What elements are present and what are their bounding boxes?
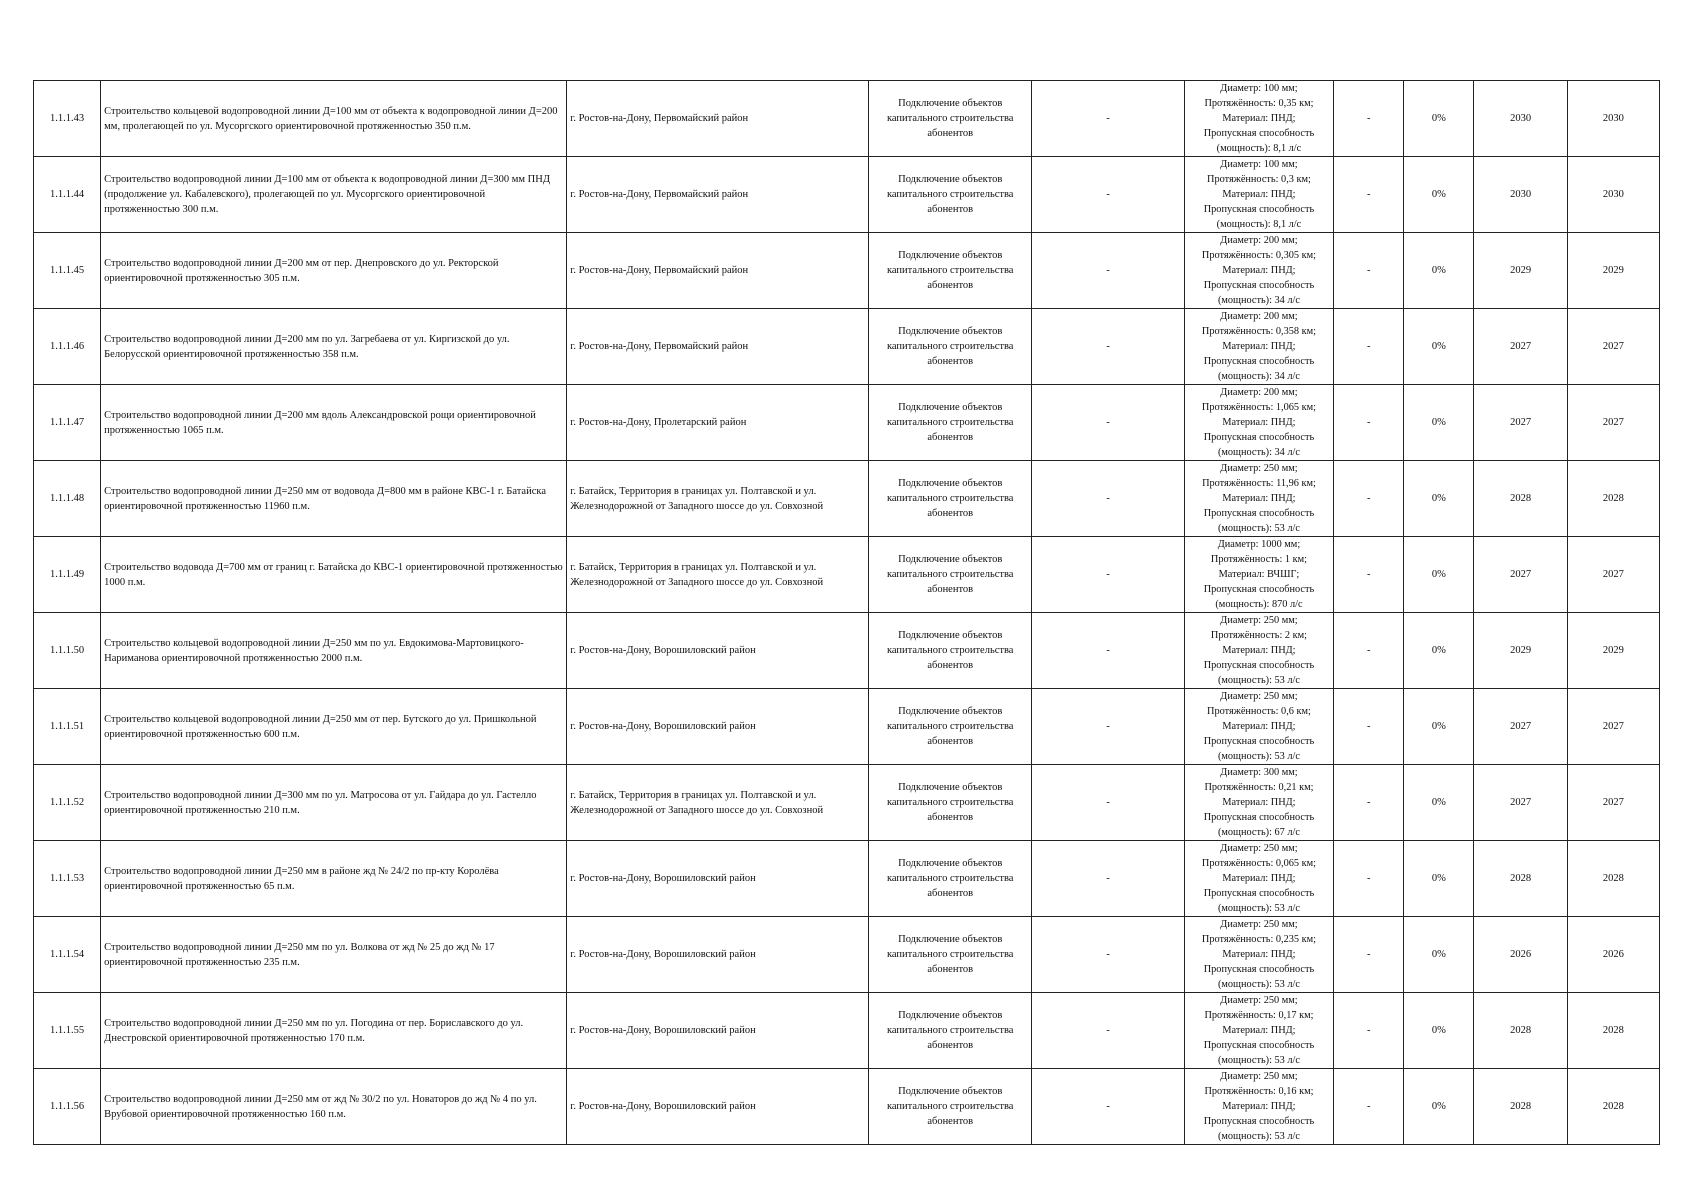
table-row: [34, 157, 1660, 233]
cell-dash-1: -: [1032, 233, 1184, 309]
cell-location: г. Батайск, Территория в границах ул. Полтавской и ул. Железнодорожной от Западного шоссе до ул. Совхозной: [567, 461, 869, 537]
parameter-line: (мощность): 53 л/с: [1217, 903, 1300, 914]
cell-end-year: 2027: [1567, 689, 1659, 765]
parameter-line: (мощность): 53 л/с: [1217, 1055, 1300, 1066]
cell-purpose: Подключение объектов капитального строительства абонентов: [869, 765, 1032, 841]
parameter-line: (мощность): 53 л/с: [1217, 751, 1300, 762]
cell-location: г. Батайск, Территория в границах ул. Полтавской и ул. Железнодорожной от Западного шоссе до ул. Совхозной: [567, 765, 869, 841]
cell-number: 1.1.1.47: [34, 385, 101, 461]
cell-dash-1: -: [1032, 613, 1184, 689]
parameter-line: (мощность): 53 л/с: [1217, 979, 1300, 990]
parameter-line: Протяжённость: 0,065 км;: [1201, 858, 1317, 869]
parameter-line: Протяжённость: 1 км;: [1210, 554, 1308, 565]
cell-end-year: 2027: [1567, 309, 1659, 385]
parameter-line: Диаметр: 250 мм;: [1220, 1071, 1298, 1082]
parameter-line: Пропускная способность: [1203, 432, 1315, 443]
cell-end-year: 2028: [1567, 461, 1659, 537]
table-row: [34, 233, 1660, 309]
table-row: [34, 1069, 1660, 1145]
cell-description: Строительство водопроводной линии Д=250 мм по ул. Погодина от пер. Бориславского до ул. Днестровской ориентировочной протяженностью 170 п.м.: [101, 993, 567, 1069]
parameter-line: Пропускная способность: [1203, 812, 1315, 823]
parameter-line: (мощность): 34 л/с: [1217, 371, 1300, 382]
cell-description: Строительство водопроводной линии Д=200 мм от пер. Днепровского до ул. Ректорской ориентировочной протяженностью 305 п.м.: [101, 233, 567, 309]
cell-start-year: 2029: [1474, 613, 1567, 689]
cell-end-year: 2028: [1567, 841, 1659, 917]
cell-percent: 0%: [1404, 157, 1474, 233]
parameter-line: Материал: ВЧШГ;: [1218, 569, 1300, 580]
parameter-line: Материал: ПНД;: [1222, 113, 1296, 124]
cell-purpose: Подключение объектов капитального строительства абонентов: [869, 841, 1032, 917]
cell-parameters: [1184, 385, 1333, 461]
cell-location: г. Ростов-на-Дону, Ворошиловский район: [567, 689, 869, 765]
cell-dash-2: -: [1334, 157, 1404, 233]
cell-start-year: 2027: [1474, 689, 1567, 765]
cell-description: Строительство водопроводной линии Д=250 мм в районе жд № 24/2 по пр-кту Королёва ориентировочной протяженностью 65 п.м.: [101, 841, 567, 917]
table-row: [34, 461, 1660, 537]
table-row: [34, 81, 1660, 157]
cell-percent: 0%: [1404, 841, 1474, 917]
cell-purpose: Подключение объектов капитального строительства абонентов: [869, 689, 1032, 765]
cell-number: 1.1.1.54: [34, 917, 101, 993]
projects-table: [33, 80, 1660, 1145]
cell-start-year: 2027: [1474, 385, 1567, 461]
cell-location: г. Ростов-на-Дону, Ворошиловский район: [567, 613, 869, 689]
table-row: [34, 765, 1660, 841]
parameter-line: Материал: ПНД;: [1222, 721, 1296, 732]
parameter-line: Протяжённость: 0,21 км;: [1204, 782, 1314, 793]
cell-start-year: 2027: [1474, 537, 1567, 613]
cell-parameters: [1184, 233, 1333, 309]
cell-purpose: Подключение объектов капитального строительства абонентов: [869, 81, 1032, 157]
table-body: [34, 81, 1660, 1145]
cell-number: 1.1.1.43: [34, 81, 101, 157]
cell-purpose: Подключение объектов капитального строительства абонентов: [869, 993, 1032, 1069]
cell-description: Строительство водовода Д=700 мм от границ г. Батайска до КВС-1 ориентировочной протяженностью 1000 п.м.: [101, 537, 567, 613]
cell-parameters: [1184, 765, 1333, 841]
cell-purpose: Подключение объектов капитального строительства абонентов: [869, 309, 1032, 385]
cell-purpose: Подключение объектов капитального строительства абонентов: [869, 233, 1032, 309]
parameter-line: Диаметр: 250 мм;: [1220, 615, 1298, 626]
cell-purpose: Подключение объектов капитального строительства абонентов: [869, 461, 1032, 537]
cell-location: г. Ростов-на-Дону, Ворошиловский район: [567, 993, 869, 1069]
cell-number: 1.1.1.53: [34, 841, 101, 917]
cell-start-year: 2028: [1474, 461, 1567, 537]
parameter-line: Пропускная способность: [1203, 508, 1315, 519]
cell-percent: 0%: [1404, 537, 1474, 613]
cell-dash-1: -: [1032, 841, 1184, 917]
table-row: [34, 309, 1660, 385]
cell-dash-2: -: [1334, 689, 1404, 765]
parameter-line: Пропускная способность: [1203, 128, 1315, 139]
parameter-line: (мощность): 34 л/с: [1217, 295, 1300, 306]
cell-dash-1: -: [1032, 157, 1184, 233]
cell-parameters: [1184, 309, 1333, 385]
cell-dash-1: -: [1032, 689, 1184, 765]
parameter-line: Протяжённость: 11,96 км;: [1202, 478, 1316, 489]
cell-location: г. Ростов-на-Дону, Ворошиловский район: [567, 841, 869, 917]
table-row: [34, 689, 1660, 765]
cell-number: 1.1.1.56: [34, 1069, 101, 1145]
cell-parameters: [1184, 689, 1333, 765]
cell-description: Строительство водопроводной линии Д=200 мм по ул. Загребаева от ул. Киргизской до ул. Белорусской ориентировочной протяженностью 358 п.м.: [101, 309, 567, 385]
parameter-line: Материал: ПНД;: [1222, 873, 1296, 884]
cell-dash-1: -: [1032, 917, 1184, 993]
cell-description: Строительство кольцевой водопроводной линии Д=100 мм от объекта к водопроводной линии Д=200 мм, пролегающей по ул. Мусоргского ориентировочной протяженностью 350 п.м.: [101, 81, 567, 157]
parameter-line: Диаметр: 200 мм;: [1220, 387, 1298, 398]
parameter-line: Диаметр: 250 мм;: [1220, 919, 1298, 930]
parameter-line: Диаметр: 100 мм;: [1220, 159, 1298, 170]
cell-location: г. Ростов-на-Дону, Первомайский район: [567, 233, 869, 309]
cell-number: 1.1.1.49: [34, 537, 101, 613]
cell-dash-1: -: [1032, 1069, 1184, 1145]
parameter-line: (мощность): 8,1 л/с: [1216, 219, 1302, 230]
parameter-line: Пропускная способность: [1203, 1040, 1315, 1051]
parameter-line: (мощность): 53 л/с: [1217, 1131, 1300, 1142]
parameter-line: Протяжённость: 0,3 км;: [1207, 174, 1311, 185]
table-row: [34, 993, 1660, 1069]
parameter-line: Пропускная способность: [1203, 356, 1315, 367]
cell-location: г. Ростов-на-Дону, Ворошиловский район: [567, 917, 869, 993]
parameter-line: Протяжённость: 1,065 км;: [1201, 402, 1317, 413]
cell-purpose: Подключение объектов капитального строительства абонентов: [869, 157, 1032, 233]
cell-description: Строительство кольцевой водопроводной линии Д=250 мм по ул. Евдокимова-Мартовицкого-Нариманова ориентировочной протяженностью 2000 п.м.: [101, 613, 567, 689]
cell-parameters: [1184, 841, 1333, 917]
cell-dash-1: -: [1032, 461, 1184, 537]
cell-percent: 0%: [1404, 233, 1474, 309]
cell-dash-2: -: [1334, 385, 1404, 461]
cell-percent: 0%: [1404, 461, 1474, 537]
parameter-line: Пропускная способность: [1203, 280, 1315, 291]
parameter-line: Пропускная способность: [1203, 736, 1315, 747]
parameter-line: Протяжённость: 0,17 км;: [1204, 1010, 1314, 1021]
cell-percent: 0%: [1404, 765, 1474, 841]
cell-dash-1: -: [1032, 765, 1184, 841]
cell-number: 1.1.1.55: [34, 993, 101, 1069]
cell-dash-2: -: [1334, 613, 1404, 689]
cell-dash-2: -: [1334, 841, 1404, 917]
cell-start-year: 2028: [1474, 841, 1567, 917]
parameter-line: Материал: ПНД;: [1222, 189, 1296, 200]
table-row: [34, 385, 1660, 461]
cell-percent: 0%: [1404, 385, 1474, 461]
cell-purpose: Подключение объектов капитального строительства абонентов: [869, 385, 1032, 461]
cell-number: 1.1.1.50: [34, 613, 101, 689]
cell-parameters: [1184, 917, 1333, 993]
parameter-line: Материал: ПНД;: [1222, 949, 1296, 960]
cell-percent: 0%: [1404, 917, 1474, 993]
parameter-line: Пропускная способность: [1203, 204, 1315, 215]
parameter-line: Протяжённость: 0,358 км;: [1201, 326, 1317, 337]
cell-percent: 0%: [1404, 993, 1474, 1069]
parameter-line: Протяжённость: 0,35 км;: [1204, 98, 1314, 109]
parameter-line: Материал: ПНД;: [1222, 417, 1296, 428]
parameter-line: Протяжённость: 0,6 км;: [1207, 706, 1311, 717]
cell-dash-1: -: [1032, 81, 1184, 157]
cell-purpose: Подключение объектов капитального строительства абонентов: [869, 613, 1032, 689]
parameter-line: Материал: ПНД;: [1222, 341, 1296, 352]
table-row: [34, 841, 1660, 917]
cell-description: Строительство водопроводной линии Д=250 мм от водовода Д=800 мм в районе КВС-1 г. Батайска ориентировочной протяженностью 11960 п.м.: [101, 461, 567, 537]
parameter-line: Материал: ПНД;: [1222, 493, 1296, 504]
cell-end-year: 2027: [1567, 537, 1659, 613]
parameter-line: Материал: ПНД;: [1222, 1025, 1296, 1036]
table-row: [34, 613, 1660, 689]
parameter-line: Протяжённость: 0,305 км;: [1201, 250, 1317, 261]
cell-location: г. Ростов-на-Дону, Первомайский район: [567, 81, 869, 157]
cell-dash-1: -: [1032, 993, 1184, 1069]
parameter-line: Пропускная способность: [1203, 1116, 1315, 1127]
table-row: [34, 917, 1660, 993]
parameter-line: Диаметр: 100 мм;: [1220, 83, 1298, 94]
cell-location: г. Батайск, Территория в границах ул. Полтавской и ул. Железнодорожной от Западного шоссе до ул. Совхозной: [567, 537, 869, 613]
cell-purpose: Подключение объектов капитального строительства абонентов: [869, 1069, 1032, 1145]
parameter-line: Протяжённость: 0,235 км;: [1201, 934, 1317, 945]
cell-end-year: 2027: [1567, 765, 1659, 841]
cell-parameters: [1184, 461, 1333, 537]
cell-dash-2: -: [1334, 1069, 1404, 1145]
cell-dash-2: -: [1334, 461, 1404, 537]
parameter-line: Пропускная способность: [1203, 584, 1315, 595]
cell-percent: 0%: [1404, 1069, 1474, 1145]
parameter-line: Диаметр: 250 мм;: [1220, 843, 1298, 854]
cell-location: г. Ростов-на-Дону, Ворошиловский район: [567, 1069, 869, 1145]
cell-dash-1: -: [1032, 385, 1184, 461]
cell-parameters: [1184, 1069, 1333, 1145]
parameter-line: Протяжённость: 0,16 км;: [1204, 1086, 1314, 1097]
parameter-line: Диаметр: 200 мм;: [1220, 311, 1298, 322]
cell-percent: 0%: [1404, 81, 1474, 157]
cell-dash-2: -: [1334, 917, 1404, 993]
cell-dash-2: -: [1334, 537, 1404, 613]
parameter-line: (мощность): 870 л/с: [1215, 599, 1303, 610]
cell-end-year: 2030: [1567, 157, 1659, 233]
cell-purpose: Подключение объектов капитального строительства абонентов: [869, 917, 1032, 993]
cell-number: 1.1.1.45: [34, 233, 101, 309]
cell-number: 1.1.1.52: [34, 765, 101, 841]
cell-start-year: 2028: [1474, 993, 1567, 1069]
table-row: [34, 537, 1660, 613]
cell-end-year: 2027: [1567, 385, 1659, 461]
cell-description: Строительство водопроводной линии Д=250 мм по ул. Волкова от жд № 25 до жд № 17 ориентировочной протяженностью 235 п.м.: [101, 917, 567, 993]
cell-dash-2: -: [1334, 309, 1404, 385]
parameter-line: Диаметр: 250 мм;: [1220, 463, 1298, 474]
cell-location: г. Ростов-на-Дону, Первомайский район: [567, 309, 869, 385]
cell-description: Строительство водопроводной линии Д=100 мм от объекта к водопроводной линии Д=300 мм ПНД (продолжение ул. Кабалевского), пролегающей по ул. Мусоргского ориентировочной протяженностью 300 п.м.: [101, 157, 567, 233]
cell-dash-2: -: [1334, 765, 1404, 841]
cell-number: 1.1.1.48: [34, 461, 101, 537]
cell-description: Строительство водопроводной линии Д=250 мм от жд № 30/2 по ул. Новаторов до жд № 4 по ул. Врубовой ориентировочной протяженностью 160 п.м.: [101, 1069, 567, 1145]
cell-end-year: 2029: [1567, 233, 1659, 309]
parameter-line: (мощность): 53 л/с: [1217, 675, 1300, 686]
cell-end-year: 2030: [1567, 81, 1659, 157]
cell-dash-2: -: [1334, 81, 1404, 157]
parameter-line: Материал: ПНД;: [1222, 1101, 1296, 1112]
cell-number: 1.1.1.46: [34, 309, 101, 385]
cell-start-year: 2030: [1474, 81, 1567, 157]
cell-start-year: 2030: [1474, 157, 1567, 233]
cell-dash-1: -: [1032, 537, 1184, 613]
cell-start-year: 2027: [1474, 765, 1567, 841]
parameter-line: (мощность): 53 л/с: [1217, 523, 1300, 534]
cell-dash-1: -: [1032, 309, 1184, 385]
cell-parameters: [1184, 993, 1333, 1069]
cell-percent: 0%: [1404, 689, 1474, 765]
parameter-line: (мощность): 67 л/с: [1217, 827, 1300, 838]
cell-dash-2: -: [1334, 993, 1404, 1069]
cell-end-year: 2028: [1567, 1069, 1659, 1145]
cell-parameters: [1184, 537, 1333, 613]
cell-end-year: 2029: [1567, 613, 1659, 689]
cell-start-year: 2028: [1474, 1069, 1567, 1145]
cell-start-year: 2026: [1474, 917, 1567, 993]
parameter-line: Диаметр: 300 мм;: [1220, 767, 1298, 778]
cell-start-year: 2029: [1474, 233, 1567, 309]
parameter-line: Пропускная способность: [1203, 660, 1315, 671]
cell-dash-2: -: [1334, 233, 1404, 309]
parameter-line: Диаметр: 200 мм;: [1220, 235, 1298, 246]
cell-end-year: 2026: [1567, 917, 1659, 993]
cell-location: г. Ростов-на-Дону, Пролетарский район: [567, 385, 869, 461]
cell-percent: 0%: [1404, 309, 1474, 385]
parameter-line: (мощность): 8,1 л/с: [1216, 143, 1302, 154]
cell-parameters: [1184, 613, 1333, 689]
cell-purpose: Подключение объектов капитального строительства абонентов: [869, 537, 1032, 613]
cell-description: Строительство кольцевой водопроводной линии Д=250 мм от пер. Бутского до ул. Пришкольной ориентировочной протяженностью 600 п.м.: [101, 689, 567, 765]
cell-number: 1.1.1.51: [34, 689, 101, 765]
parameter-line: Материал: ПНД;: [1222, 797, 1296, 808]
parameter-line: Материал: ПНД;: [1222, 645, 1296, 656]
parameter-line: Материал: ПНД;: [1222, 265, 1296, 276]
cell-parameters: [1184, 81, 1333, 157]
cell-percent: 0%: [1404, 613, 1474, 689]
parameter-line: Диаметр: 250 мм;: [1220, 691, 1298, 702]
parameter-line: Пропускная способность: [1203, 964, 1315, 975]
parameter-line: Пропускная способность: [1203, 888, 1315, 899]
parameter-line: (мощность): 34 л/с: [1217, 447, 1300, 458]
parameter-line: Протяжённость: 2 км;: [1210, 630, 1308, 641]
cell-start-year: 2027: [1474, 309, 1567, 385]
parameter-line: Диаметр: 250 мм;: [1220, 995, 1298, 1006]
cell-description: Строительство водопроводной линии Д=300 мм по ул. Матросова от ул. Гайдара до ул. Гастелло ориентировочной протяженностью 210 п.м.: [101, 765, 567, 841]
cell-end-year: 2028: [1567, 993, 1659, 1069]
cell-number: 1.1.1.44: [34, 157, 101, 233]
cell-description: Строительство водопроводной линии Д=200 мм вдоль Александровской рощи ориентировочной протяженностью 1065 п.м.: [101, 385, 567, 461]
parameter-line: Диаметр: 1000 мм;: [1217, 539, 1301, 550]
cell-location: г. Ростов-на-Дону, Первомайский район: [567, 157, 869, 233]
cell-parameters: [1184, 157, 1333, 233]
